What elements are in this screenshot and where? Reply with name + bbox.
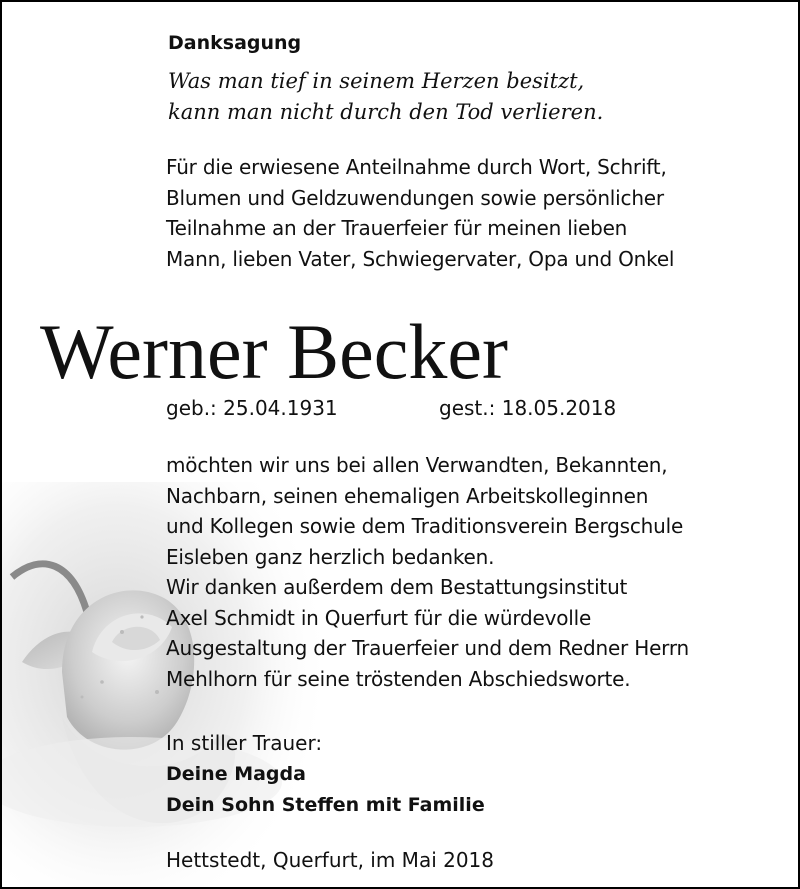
mourners-block bbox=[166, 728, 485, 821]
text-line: Eisleben ganz herzlich bedanken. bbox=[166, 544, 495, 569]
birth-date: geb.: 25.04.1931 bbox=[166, 396, 338, 420]
text-line: Mehlhorn für seine tröstenden Abschiedsworte. bbox=[166, 666, 631, 691]
intro-paragraph bbox=[166, 152, 674, 274]
place-date: Hettstedt, Querfurt, im Mai 2018 bbox=[166, 848, 495, 872]
text-line: Axel Schmidt in Querfurt für die würdevolle bbox=[166, 605, 592, 630]
notice-heading: Danksagung bbox=[168, 32, 302, 54]
death-date: gest.: 18.05.2018 bbox=[439, 396, 617, 420]
text-line: Blumen und Geldzuwendungen sowie persönlicher bbox=[166, 185, 664, 210]
quote-line: Was man tief in seinem Herzen besitzt, bbox=[168, 69, 585, 93]
text-line: Wir danken außerdem dem Bestattungsinstitut bbox=[166, 575, 628, 599]
text-line: Nachbarn, seinen ehemaligen Arbeitskolleginnen bbox=[166, 483, 649, 508]
text-line: möchten wir uns bei allen Verwandten, Bekannten, bbox=[166, 453, 668, 477]
quote-line: kann man nicht durch den Tod verlieren. bbox=[168, 100, 604, 124]
text-line: Ausgestaltung der Trauerfeier und dem Redner Herrn bbox=[166, 636, 689, 660]
text-line: Teilnahme an der Trauerfeier für meinen lieben bbox=[166, 216, 628, 240]
thanks-paragraph bbox=[166, 450, 689, 694]
text-line: Für die erwiesene Anteilnahme durch Wort, Schrift, bbox=[166, 155, 667, 179]
mourner-name: Deine Magda bbox=[166, 763, 306, 785]
memorial-quote bbox=[168, 66, 603, 128]
text-line: und Kollegen sowie dem Traditionsverein Bergschule bbox=[166, 514, 684, 538]
deceased-name: Werner Becker bbox=[40, 308, 508, 395]
mourning-label: In stiller Trauer: bbox=[166, 731, 323, 755]
mourner-name: Dein Sohn Steffen mit Familie bbox=[166, 794, 485, 816]
text-line: Mann, lieben Vater, Schwiegervater, Opa und Onkel bbox=[166, 246, 675, 271]
